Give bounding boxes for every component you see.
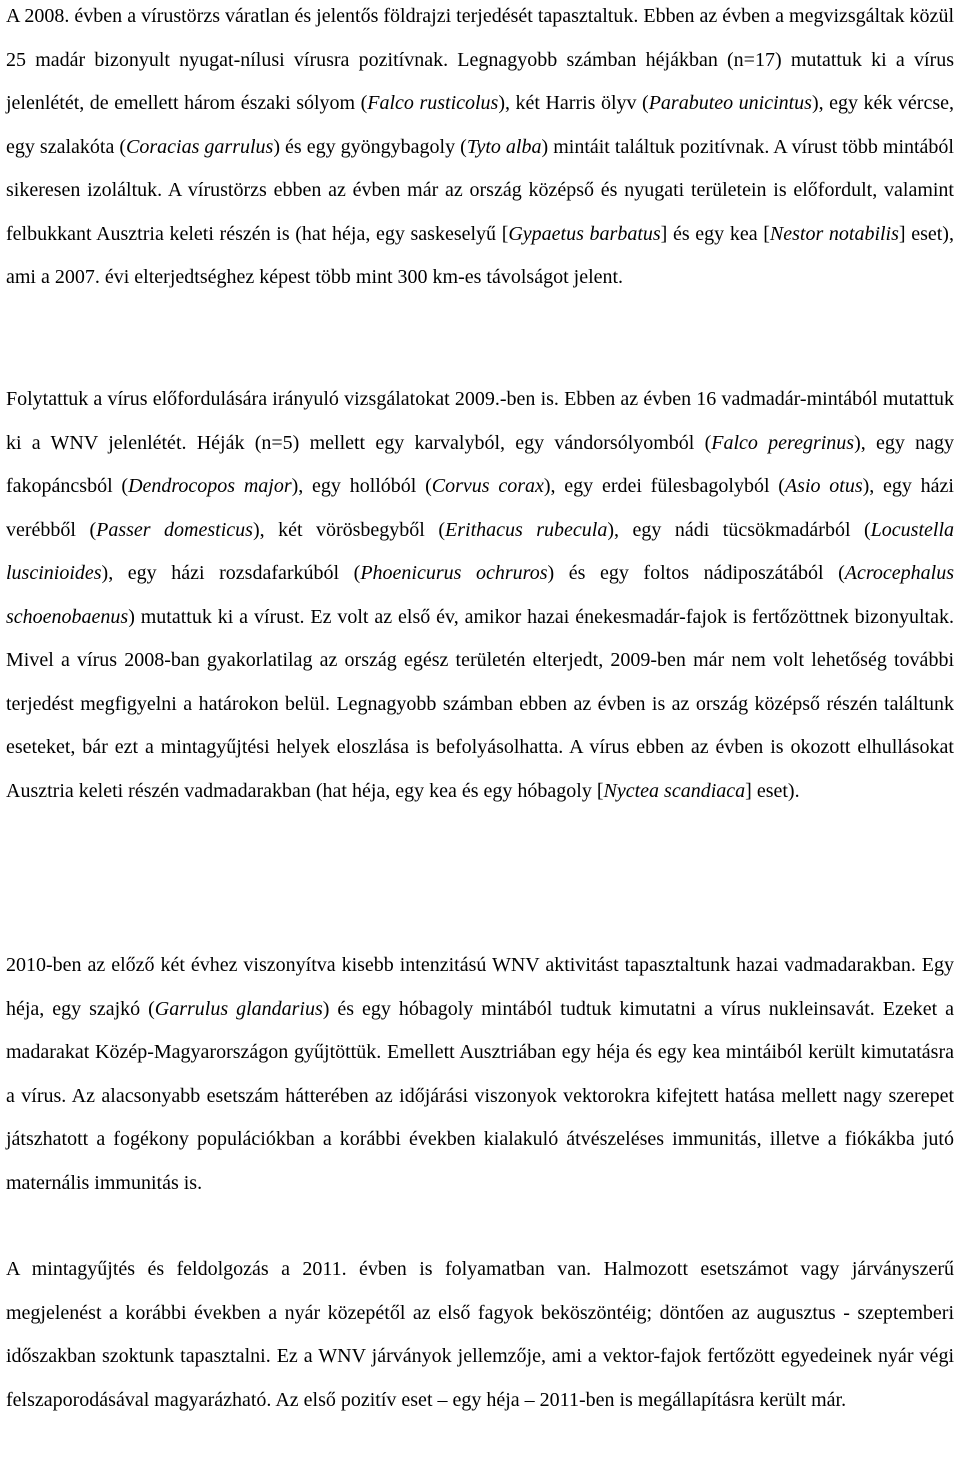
- text-run: ), két vörösbegyből (: [252, 518, 446, 541]
- text-run: A mintagyűjtés és feldolgozás a 2011. évben is folyamatban van. Halmozott esetszámot vagy járványszerű megjelenést a korábbi években a nyár közepétől az első fagyok beköszöntéig; döntően az augusztus - szeptemberi időszakban szoktunk tapasztalni. Ez a WNV járványok jellemzője, ami a vektor-fajok fertőzött egyedeinek nyár végi felszaporodásával magyarázható. Az első pozitív eset – egy héja – 2011-ben is megállapításra került már.: [6, 1258, 954, 1411]
- text-run: ) mutattuk ki a vírust. Ez volt az első év, amikor hazai énekesmadár-fajok is fertőzöttnek bizonyultak. Mivel a vírus 2008-ban gyakorlatilag az ország egész területén elterjedt, 2009-ben már nem volt lehetőség további terjedést megfigyelni a határokon belül. Legnagyobb számban ebben az évben is az ország középső részén találtunk eseteket, bár ezt a mintagyűjtési helyek eloszlása is befolyásolhatta. A vírus ebben az évben is okozott elhullásokat Ausztria keleti részén vadmadarakban (hat héja, egy kea és egy hóbagoly [: [6, 605, 954, 802]
- text-run: ) és egy gyöngybagoly (: [273, 135, 467, 158]
- text-run: ), egy nagy fakopáncsból (: [6, 431, 954, 497]
- text-run: ), egy kék vércse, egy szalakóta (: [6, 92, 954, 158]
- paragraph-2011: [6, 1248, 954, 1422]
- text-run: ), egy erdei fülesbagolyból (: [543, 475, 785, 497]
- species-name: Dendrocopos major: [128, 475, 292, 497]
- species-name: Phoenicurus ochruros: [360, 562, 548, 584]
- species-name: Garrulus glandarius: [154, 997, 323, 1020]
- species-name: Nyctea scandiaca: [603, 779, 746, 802]
- species-name: Tyto alba: [466, 135, 542, 158]
- text-run: Folytattuk a vírus előfordulására irányuló vizsgálatokat 2009.-ben is. Ebben az évben 16 vadmadár-mintából mutattuk ki a WNV jelenlétét. Héják (n=5) mellett egy karvalyból, egy vándorsólyomból (: [6, 388, 954, 454]
- species-name: Nestor notabilis: [769, 222, 899, 245]
- paragraph-2008: [6, 0, 954, 300]
- species-name: Falco rusticolus: [367, 92, 499, 114]
- text-run: ), egy nádi tücsökmadárból (: [607, 518, 871, 541]
- text-run: ] eset).: [745, 779, 800, 802]
- text-run: ), két Harris ölyv (: [498, 92, 649, 114]
- species-name: Asio otus: [784, 475, 863, 497]
- species-name: Coracias garrulus: [126, 135, 274, 158]
- species-name: Passer domesticus: [96, 518, 253, 541]
- text-run: A 2008. évben a vírustörzs váratlan és jelentős földrajzi terjedését tapasztaltuk. Ebben az évben a megvizsgáltak közül 25 madár bizonyult nyugat-nílusi vírusra pozitívnak. Legnagyobb számban héjákban (n=17) mutattuk ki a vírus jelenlétét, de emellett három északi sólyom (: [6, 5, 954, 114]
- text-run: ) és egy hóbagoly mintából tudtuk kimutatni a vírus nukleinsavát. Ezeket a madarakat Közép-Magyarországon gyűjtöttük. Emellett Ausztriában egy héja és egy kea mintáiból került kimutatásra a vírus. Az alacsonyabb esetszám hátterében az időjárási viszonyok vektorokra kifejtett hatása mellett nagy szerepet játszhatott a fogékony populációkban a korábbi években kialakuló átvészeléses immunitás, illetve a fiókákba jutó maternális immunitás is.: [6, 997, 954, 1194]
- text-run: ] eset), ami a 2007. évi elterjedtséghez képest több mint 300 km-es távolságot jelent.: [6, 222, 954, 288]
- species-name: Corvus corax: [431, 475, 544, 497]
- text-run: ), egy házi rozsdafarkúból (: [101, 562, 361, 584]
- species-name: Falco peregrinus: [711, 431, 855, 454]
- paragraph-2010: [6, 944, 954, 1205]
- text-run: ), egy hollóból (: [291, 475, 432, 497]
- species-name: Erithacus rubecula: [445, 518, 608, 541]
- text-run: ) és egy foltos nádiposzátából (: [547, 562, 845, 584]
- text-run: ] és egy kea [: [660, 222, 770, 245]
- text-run: 2010-ben az előző két évhez viszonyítva kisebb intenzitású WNV aktivitást tapasztaltunk hazai vadmadarakban. Egy héja, egy szajkó (: [6, 954, 954, 1020]
- species-name: Parabuteo unicintus: [648, 92, 812, 114]
- species-name: Locustella luscinioides: [6, 518, 955, 584]
- paragraph-2009: [6, 378, 954, 813]
- text-run: ) mintáit találtuk pozitívnak. A vírust több mintából sikeresen izoláltuk. A vírustörzs ebben az évben már az ország középső és nyugati területein is előfordult, valamint felbukkant Ausztria keleti részén is (hat héja, egy saskeselyű [: [6, 135, 954, 245]
- species-name: Gypaetus barbatus: [508, 222, 661, 245]
- text-run: ), egy házi verébből (: [6, 475, 954, 541]
- species-name: Acrocephalus schoenobaenus: [6, 562, 955, 628]
